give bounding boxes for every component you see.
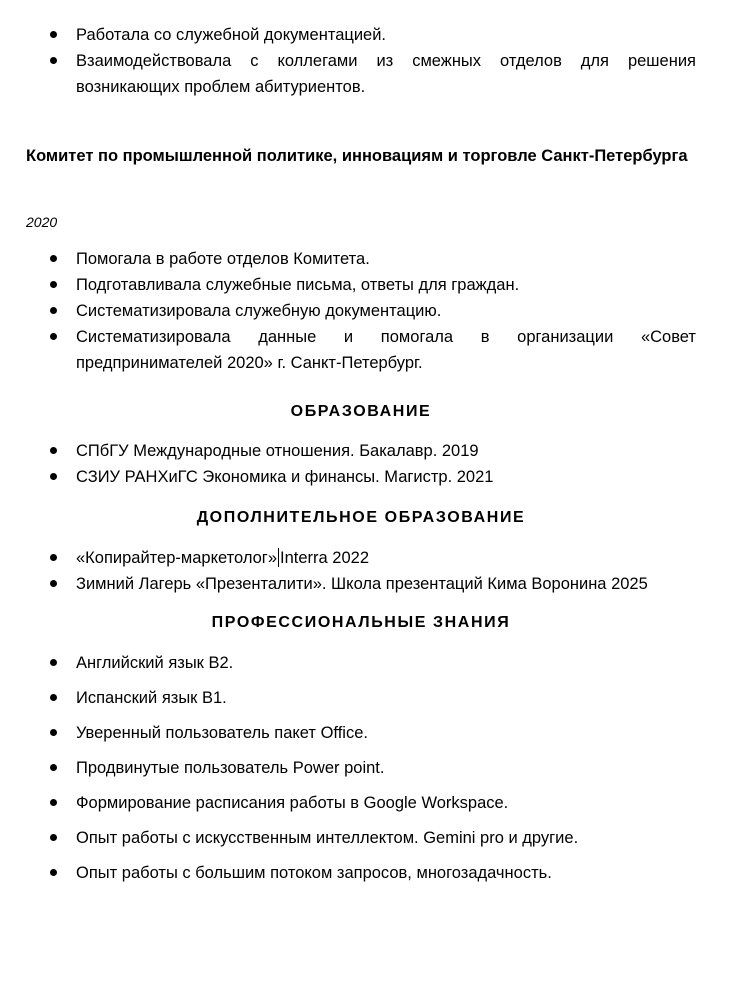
list-item: Систематизировала служебную документацию. — [26, 298, 696, 324]
list-item: СПбГУ Международные отношения. Бакалавр. 2019 — [26, 438, 696, 464]
list-item: Формирование расписания работы в Google Workspace. — [26, 790, 696, 816]
previous-job-duties-list — [26, 22, 696, 100]
list-item: Работала со служебной документацией. — [26, 22, 696, 48]
list-item: Опыт работы с искусственным интеллектом. Gemini pro и другие. — [26, 825, 696, 851]
course-name: «Копирайтер-маркетолог» — [76, 549, 278, 567]
list-item: Продвинутые пользователь Power point. — [26, 755, 696, 781]
additional-education-list — [26, 545, 696, 597]
additional-education-heading: ДОПОЛНИТЕЛЬНОЕ ОБРАЗОВАНИЕ — [196, 509, 526, 526]
list-item — [26, 545, 696, 571]
list-item: СЗИУ РАНХиГС Экономика и финансы. Магистр. 2021 — [26, 464, 696, 490]
list-item: Зимний Лагерь «Презенталити». Школа презентаций Кима Воронина 2025 — [26, 571, 696, 597]
employment-year: 2020 — [26, 214, 58, 230]
list-item: Подготавливала служебные письма, ответы для граждан. — [26, 272, 696, 298]
professional-skills-list — [26, 650, 696, 895]
committee-duties-list — [26, 246, 696, 376]
list-item: Уверенный пользователь пакет Office. — [26, 720, 696, 746]
list-item: Взаимодействовала с коллегами из смежных отделов для решения возникающих проблем абитуриентов. — [26, 48, 696, 100]
text-cursor — [278, 548, 279, 567]
list-item: Систематизировала данные и помогала в организации «Совет предпринимателей 2020» г. Санкт-Петербург. — [26, 324, 696, 376]
course-provider: Interra 2022 — [280, 549, 369, 567]
list-item: Английский язык B2. — [26, 650, 696, 676]
employer-title: Комитет по промышленной политике, инновациям и торговле Санкт-Петербурга — [26, 147, 688, 165]
list-item: Помогала в работе отделов Комитета. — [26, 246, 696, 272]
professional-skills-heading: ПРОФЕССИОНАЛЬНЫЕ ЗНАНИЯ — [211, 614, 511, 631]
list-item: Опыт работы с большим потоком запросов, многозадачность. — [26, 860, 696, 886]
education-list — [26, 438, 696, 490]
education-heading: ОБРАЗОВАНИЕ — [290, 403, 432, 420]
list-item: Испанский язык B1. — [26, 685, 696, 711]
